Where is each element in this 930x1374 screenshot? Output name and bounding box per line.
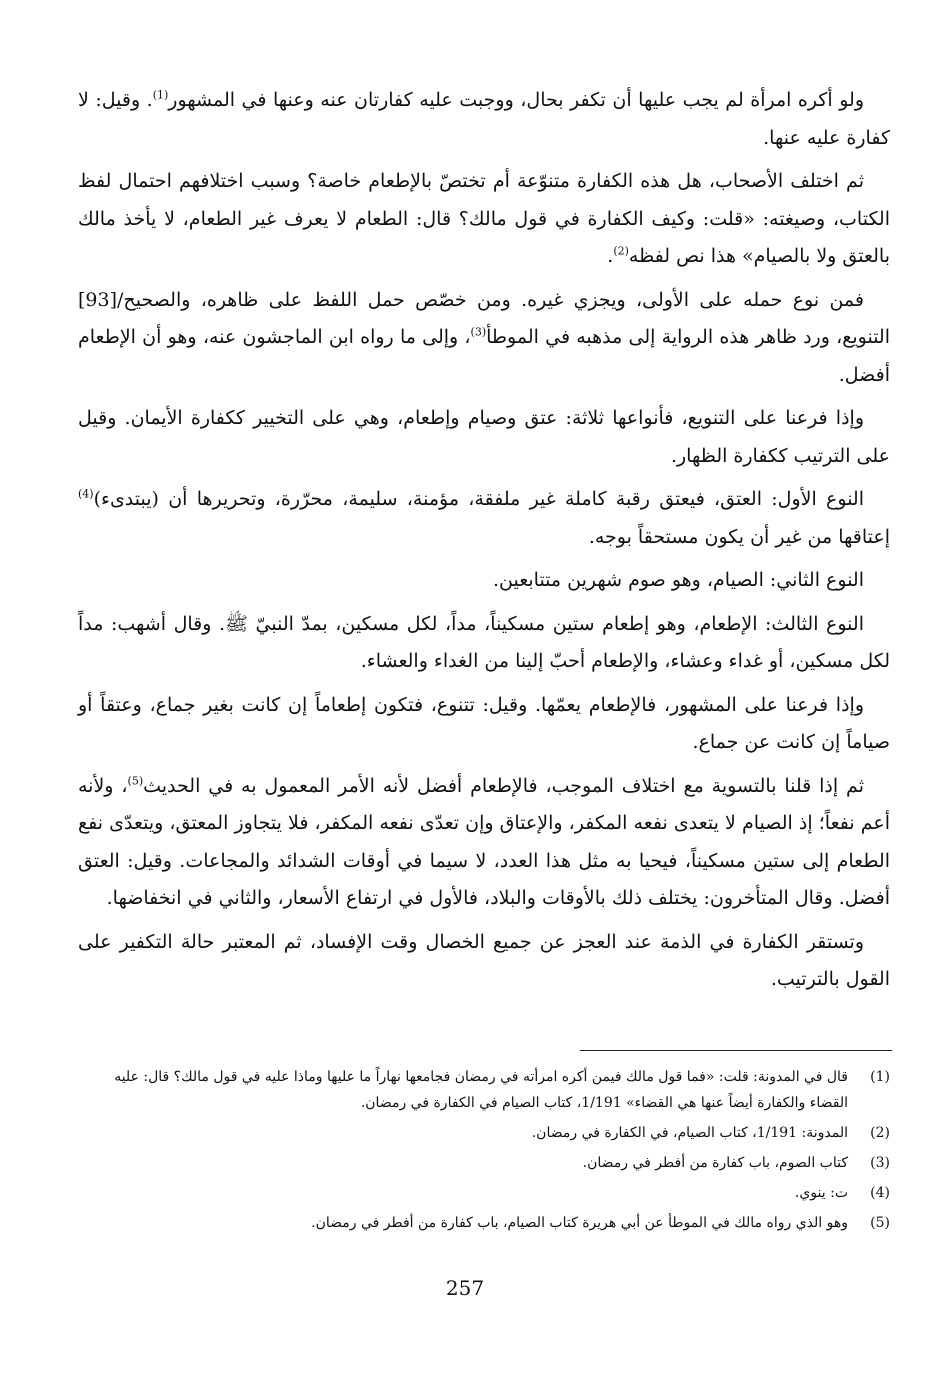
paragraph-text: ، وإلى ما رواه ابن الماجشون عنه، وهو أن الإطعام أفضل. (78, 326, 890, 386)
footnote-number: (5) (870, 1215, 890, 1231)
footnote-number: (3) (870, 1155, 890, 1171)
paragraph-4 (78, 400, 890, 475)
footnote-ref: (4) (78, 487, 94, 501)
footnote-2 (78, 1120, 890, 1146)
footnote-ref: (1) (152, 88, 169, 102)
footnote-ref: (5) (127, 774, 144, 788)
footnote-text: كتاب الصوم، باب كفارة من أفطر في رمضان. (582, 1155, 848, 1171)
paragraph-text: إعتاقها من غير أن يكون مستحقاً بوجه. (588, 525, 890, 548)
footnote-number: (2) (870, 1125, 890, 1141)
footnote-ref: (3) (470, 325, 487, 339)
footnote-3 (78, 1150, 890, 1176)
paragraph-text: وإذا فرعنا على التنويع، فأنواعها ثلاثة: عتق وصيام وإطعام، وهي على التخيير ككفارة الأيمان. وقيل على الترتيب ككفارة الظهار. (78, 407, 890, 467)
paragraph-text: وإذا فرعنا على المشهور، فالإطعام يعمّها. وقيل: تتنوع، فتكون إطعاماً إن كانت بغير جماع، وعتقاً أو صياماً إن كانت عن جماع. (78, 693, 890, 753)
paragraph-5 (78, 481, 890, 556)
paragraph-10 (78, 924, 890, 999)
footnote-ref: (2) (613, 244, 629, 258)
footnote-text: قال في المدونة: قلت: «فما قول مالك فيمن أكره امرأته في رمضان فجامعها نهاراً ما عليها وماذا عليه في قول مالك؟ قال: عليه القضاء والكفارة أيضاً عنها هي القضاء» 1/191، كتاب الصيام في الكفارة في رمضان. (114, 1069, 848, 1111)
main-text (78, 82, 890, 1005)
paragraph-text: فمن نوع حمله على الأولى، ويجزي غيره. ومن خصّص حمل اللفظ على ظاهره، والصحيح/[93] التنويع، ورد ظاهر هذه الرواية إلى مذهبه في الموطأ (78, 288, 890, 348)
page-number: 257 (445, 1276, 485, 1300)
footnote-text: المدونة: 1/191، كتاب الصيام، في الكفارة في رمضان. (531, 1125, 848, 1141)
footnote-5 (78, 1210, 890, 1236)
footnote-number: (1) (870, 1069, 890, 1085)
paragraph-text: وتستقر الكفارة في الذمة عند العجز عن جميع الخصال وقت الإفساد، ثم المعتبر حالة التكفير على القول بالترتيب. (78, 930, 890, 990)
paragraph-text: النوع الثاني: الصيام، وهو صوم شهرين متتابعين. (492, 569, 864, 591)
paragraph-7 (78, 606, 890, 681)
paragraph-text: ، ولأنه أعم نفعاً؛ إذ الصيام لا يتعدى نفعه المكفر، والإعتاق وإن تعدّى نفعه المكفر، فلا يتجاوز المعتق، ويتعدّى نفع الطعام إلى ستين مسكيناً، فيحيا به مثل هذا العدد، لا سيما في أوقات الشدائد والمجاعات. وقيل: العتق أفضل. وقال المتأخرون: يختلف ذلك بالأوقات والبلاد، فالأول في ارتفاع الأسعار، والثاني في انخفاضها. (78, 774, 890, 909)
footnote-text: ت: ينوي. (794, 1185, 848, 1201)
footnote-4 (78, 1180, 890, 1206)
footnote-number: (4) (870, 1185, 890, 1201)
paragraph-text: النوع الثالث: الإطعام، وهو إطعام ستين مسكيناً، مداً، لكل مسكين، بمدّ النبيّ ﷺ. وقال أشهب: مداً لكل مسكين، أو غداء وعشاء، والإطعام أحبّ إلينا من الغداء والعشاء. (78, 612, 890, 672)
paragraph-6 (78, 562, 890, 600)
paragraph-text: ثم إذا قلنا بالتسوية مع اختلاف الموجب، فالإطعام أفضل لأنه الأمر المعمول به في الحديث (143, 774, 864, 797)
paragraph-1 (78, 82, 890, 157)
footnote-1 (78, 1064, 890, 1116)
footnote-separator (580, 1050, 892, 1051)
paragraph-text: . وقيل: لا كفارة عليه عنها. (78, 89, 890, 149)
paragraph-8 (78, 687, 890, 762)
footnote-text: وهو الذي رواه مالك في الموطأ عن أبي هريرة كتاب الصيام، باب كفارة من أفطر في رمضان. (311, 1215, 848, 1231)
paragraph-3 (78, 282, 890, 395)
paragraph-2 (78, 163, 890, 276)
paragraph-9 (78, 768, 890, 918)
footnotes (78, 1064, 890, 1240)
paragraph-text: . (607, 245, 614, 267)
paragraph-text: ثم اختلف الأصحاب، هل هذه الكفارة متنوّعة أم تختصّ بالإطعام خاصة؟ وسبب اختلافهم احتمال لفظ الكتاب، وصيغته: «قلت: وكيف الكفارة في قول مالك؟ قال: الطعام لا يعرف غير الطعام، لا يأخذ مالك بالعتق ولا بالصيام» هذا نص لفظه (78, 170, 890, 267)
paragraph-text: النوع الأول: العتق، فيعتق رقبة كاملة غير ملفقة، مؤمنة، سليمة، محرّرة، وتحريرها أن (يبتدىء) (93, 488, 864, 510)
paragraph-text: ولو أكره امرأة لم يجب عليها أن تكفر بحال، ووجبت عليه كفارتان عنه وعنها في المشهور (168, 89, 864, 111)
